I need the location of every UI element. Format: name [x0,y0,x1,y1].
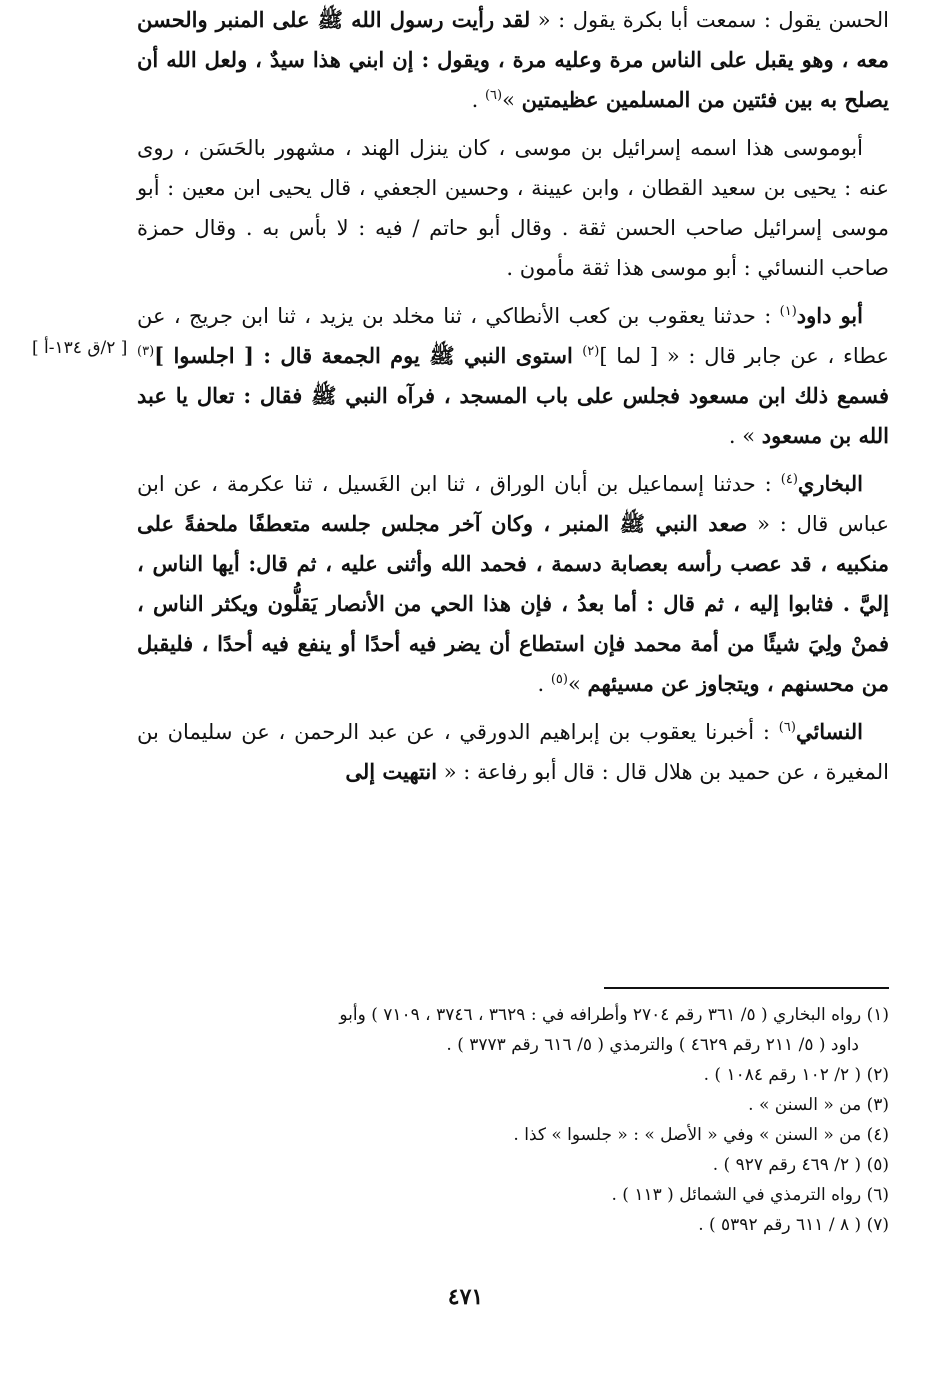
narration-text: : حدثنا يعقوب بن كعب الأنطاكي ، ثنا مخلد بن يزيد ، ثنا ابن جريج ، عن عطاء ، عن جابر قال : « [ لما ] [137,304,890,368]
narration-text: » [502,88,522,112]
narration-text: : حدثنا إسماعيل بن أبان الوراق ، ثنا ابن الغَسيل ، ثنا عكرمة ، عن ابن عباس قال : « [137,472,889,536]
paragraph-hasan-hadith [137,0,889,120]
footnote-line: (٥) ( ٢/ ٤٦٩ رقم ٩٢٧ ) . [712,1155,889,1175]
paragraph-abu-dawud [137,296,889,456]
hadith-text: صعد النبي ﷺ المنبر ، وكان آخر مجلس جلسه متعطفًا ملحفةً على منكبيه ، قد عصب رأسه بعصابة دسمة ، فحمد الله وأثنى عليه ، ثم قال: أيها الناس ، إليَّ . فثابوا إليه ، ثم قال : أما بعدُ ، فإن هذا الحي من الأنصار يَقلُّون ويكثر الناس ، فمنْ ولِيَ شيئًا من أمة محمد فإن استطاع أن يضر فيه أحدًا أو ينفع فيه أحدًا ، فليقبل من محسنهم ، ويتجاوز عن مسيئهم [137,511,889,696]
footnote-ref: (٢) [582,344,600,359]
paragraph-bukhari [137,464,889,704]
hadith-text: فسمع ذلك ابن مسعود فجلس على باب المسجد ، فرآه النبي ﷺ فقال : تعال يا عبد الله بن مسعود [137,383,889,448]
footnote-ref: (٥) [550,672,568,687]
paragraph-abu-musa-bio [137,128,889,288]
footnote-line: (٤) من « السنن » وفي « الأصل » : « جلسوا » كذا . [513,1125,889,1145]
hadith-text: النسائي [795,719,863,744]
footnote-line: (٢) ( ٢/ ١٠٢ رقم ١٠٨٤ ) . [703,1065,889,1085]
main-text [137,0,889,800]
hadith-text: استوى النبي ﷺ يوم الجمعة قال : [ اجلسوا ] [154,343,583,368]
footnote-line: (٧) ( ٨ / ٦١١ رقم ٥٣٩٢ ) . [698,1215,889,1235]
footnote-line: (٣) من « السنن » . [748,1095,889,1115]
manuscript-folio-note: [ ٢/ق ١٣٤-أ ] [32,338,128,358]
hadith-text: أبو داود [796,303,863,328]
narration-text: . [537,672,551,696]
narration-text: » [567,672,588,696]
hadith-text: لقد رأيت رسول الله ﷺ على المنبر والحسن معه ، وهو يقبل على الناس مرة وعليه مرة ، ويقول : إن ابني هذا سيدٌ ، ولعل الله أن يصلح به بين فئتين من المسلمين عظيمتين [137,7,889,112]
footnotes [137,1000,889,1240]
footnote-ref: (٤) [780,472,798,487]
footnote-ref: (٦) [778,720,796,735]
footnote-separator [604,987,889,989]
footnote-line: (٦) رواه الترمذي في الشمائل ( ١١٣ ) . [611,1185,889,1205]
hadith-text: البخاري [797,471,863,496]
page-number: ٤٧١ [447,1284,484,1310]
narration-text: أبوموسى هذا اسمه إسرائيل بن موسى ، كان ينزل الهند ، مشهور بالحَسَن ، روى عنه : يحيى بن سعيد القطان ، وابن عيينة ، وحسين الجعفي ، قال يحيى ابن معين : أبو موسى إسرائيل صاحب الحسن ثقة . وقال أبو حاتم / فيه : لا بأس به . وقال حمزة صاحب النسائي : أبو موسى هذا ثقة مأمون . [137,136,889,280]
narration-text: الحسن يقول : سمعت أبا بكرة يقول : « [530,8,889,32]
footnote-ref: (١) [779,304,797,319]
narration-text: . [471,88,485,112]
hadith-text: انتهيت إلى [345,759,438,784]
narration-text: : أخبرنا يعقوب بن إبراهيم الدورقي ، عن عبد الرحمن ، عن سليمان بن المغيرة ، عن حميد بن هلال قال : قال أبو رفاعة : « [137,720,889,784]
footnote-ref: (٦) [484,88,503,103]
narration-text: » . [728,424,762,448]
footnote-line: (١) رواه البخاري ( ٥/ ٣٦١ رقم ٢٧٠٤ وأطرافه في : ٣٦٢٩ ، ٣٧٤٦ ، ٧١٠٩ ) وأبو [339,1005,889,1025]
footnote-line: داود ( ٥/ ٢١١ رقم ٤٦٢٩ ) والترمذي ( ٥/ ٦١٦ رقم ٣٧٧٣ ) . [446,1035,859,1055]
paragraph-nasai [137,712,889,792]
footnote-ref: (٣) [137,344,155,359]
